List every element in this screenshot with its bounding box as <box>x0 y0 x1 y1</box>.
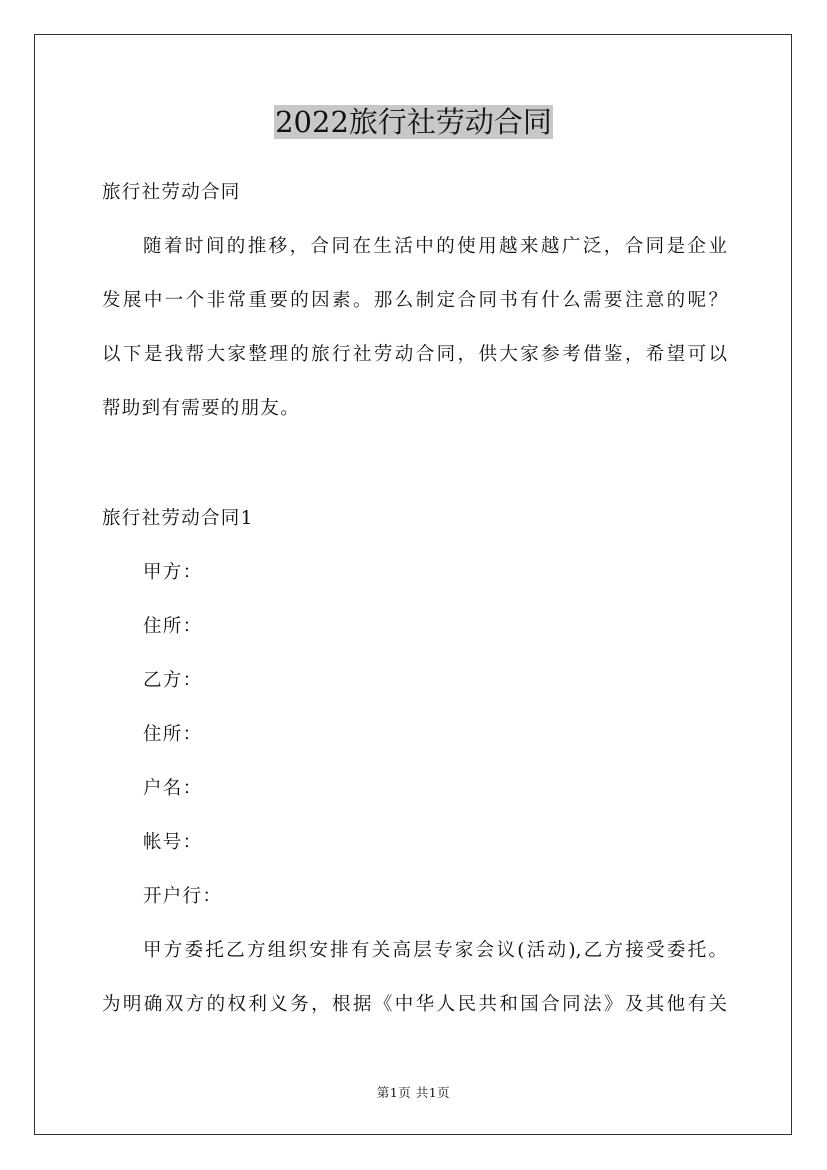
section-title: 旅行社劳动合同1 <box>102 508 254 529</box>
intro-line-2: 发展中一个非常重要的因素。那么制定合同书有什么需要注意的呢？ <box>102 290 727 311</box>
document-subtitle: 旅行社劳动合同 <box>102 182 241 203</box>
field-party-a: 甲方： <box>143 562 203 583</box>
field-address-a: 住所： <box>143 616 203 637</box>
field-bank: 开户行： <box>143 886 223 907</box>
field-account-name: 户名： <box>143 778 203 799</box>
body-line-1: 甲方委托乙方组织安排有关高层专家会议(活动),乙方接受委托。 <box>143 940 727 961</box>
body-line-2: 为明确双方的权利义务，根据《中华人民共和国合同法》及其他有关 <box>102 994 727 1015</box>
intro-line-4: 帮助到有需要的朋友。 <box>102 398 301 419</box>
document-title: 2022旅行社劳动合同 <box>275 105 552 139</box>
field-account-number: 帐号： <box>143 832 203 853</box>
field-party-b: 乙方： <box>143 670 203 691</box>
field-address-b: 住所： <box>143 724 203 745</box>
page-footer: 第1页 共1页 <box>376 1085 451 1100</box>
intro-line-3: 以下是我帮大家整理的旅行社劳动合同，供大家参考借鉴，希望可以 <box>102 344 727 365</box>
intro-line-1: 随着时间的推移，合同在生活中的使用越来越广泛，合同是企业 <box>143 236 727 257</box>
